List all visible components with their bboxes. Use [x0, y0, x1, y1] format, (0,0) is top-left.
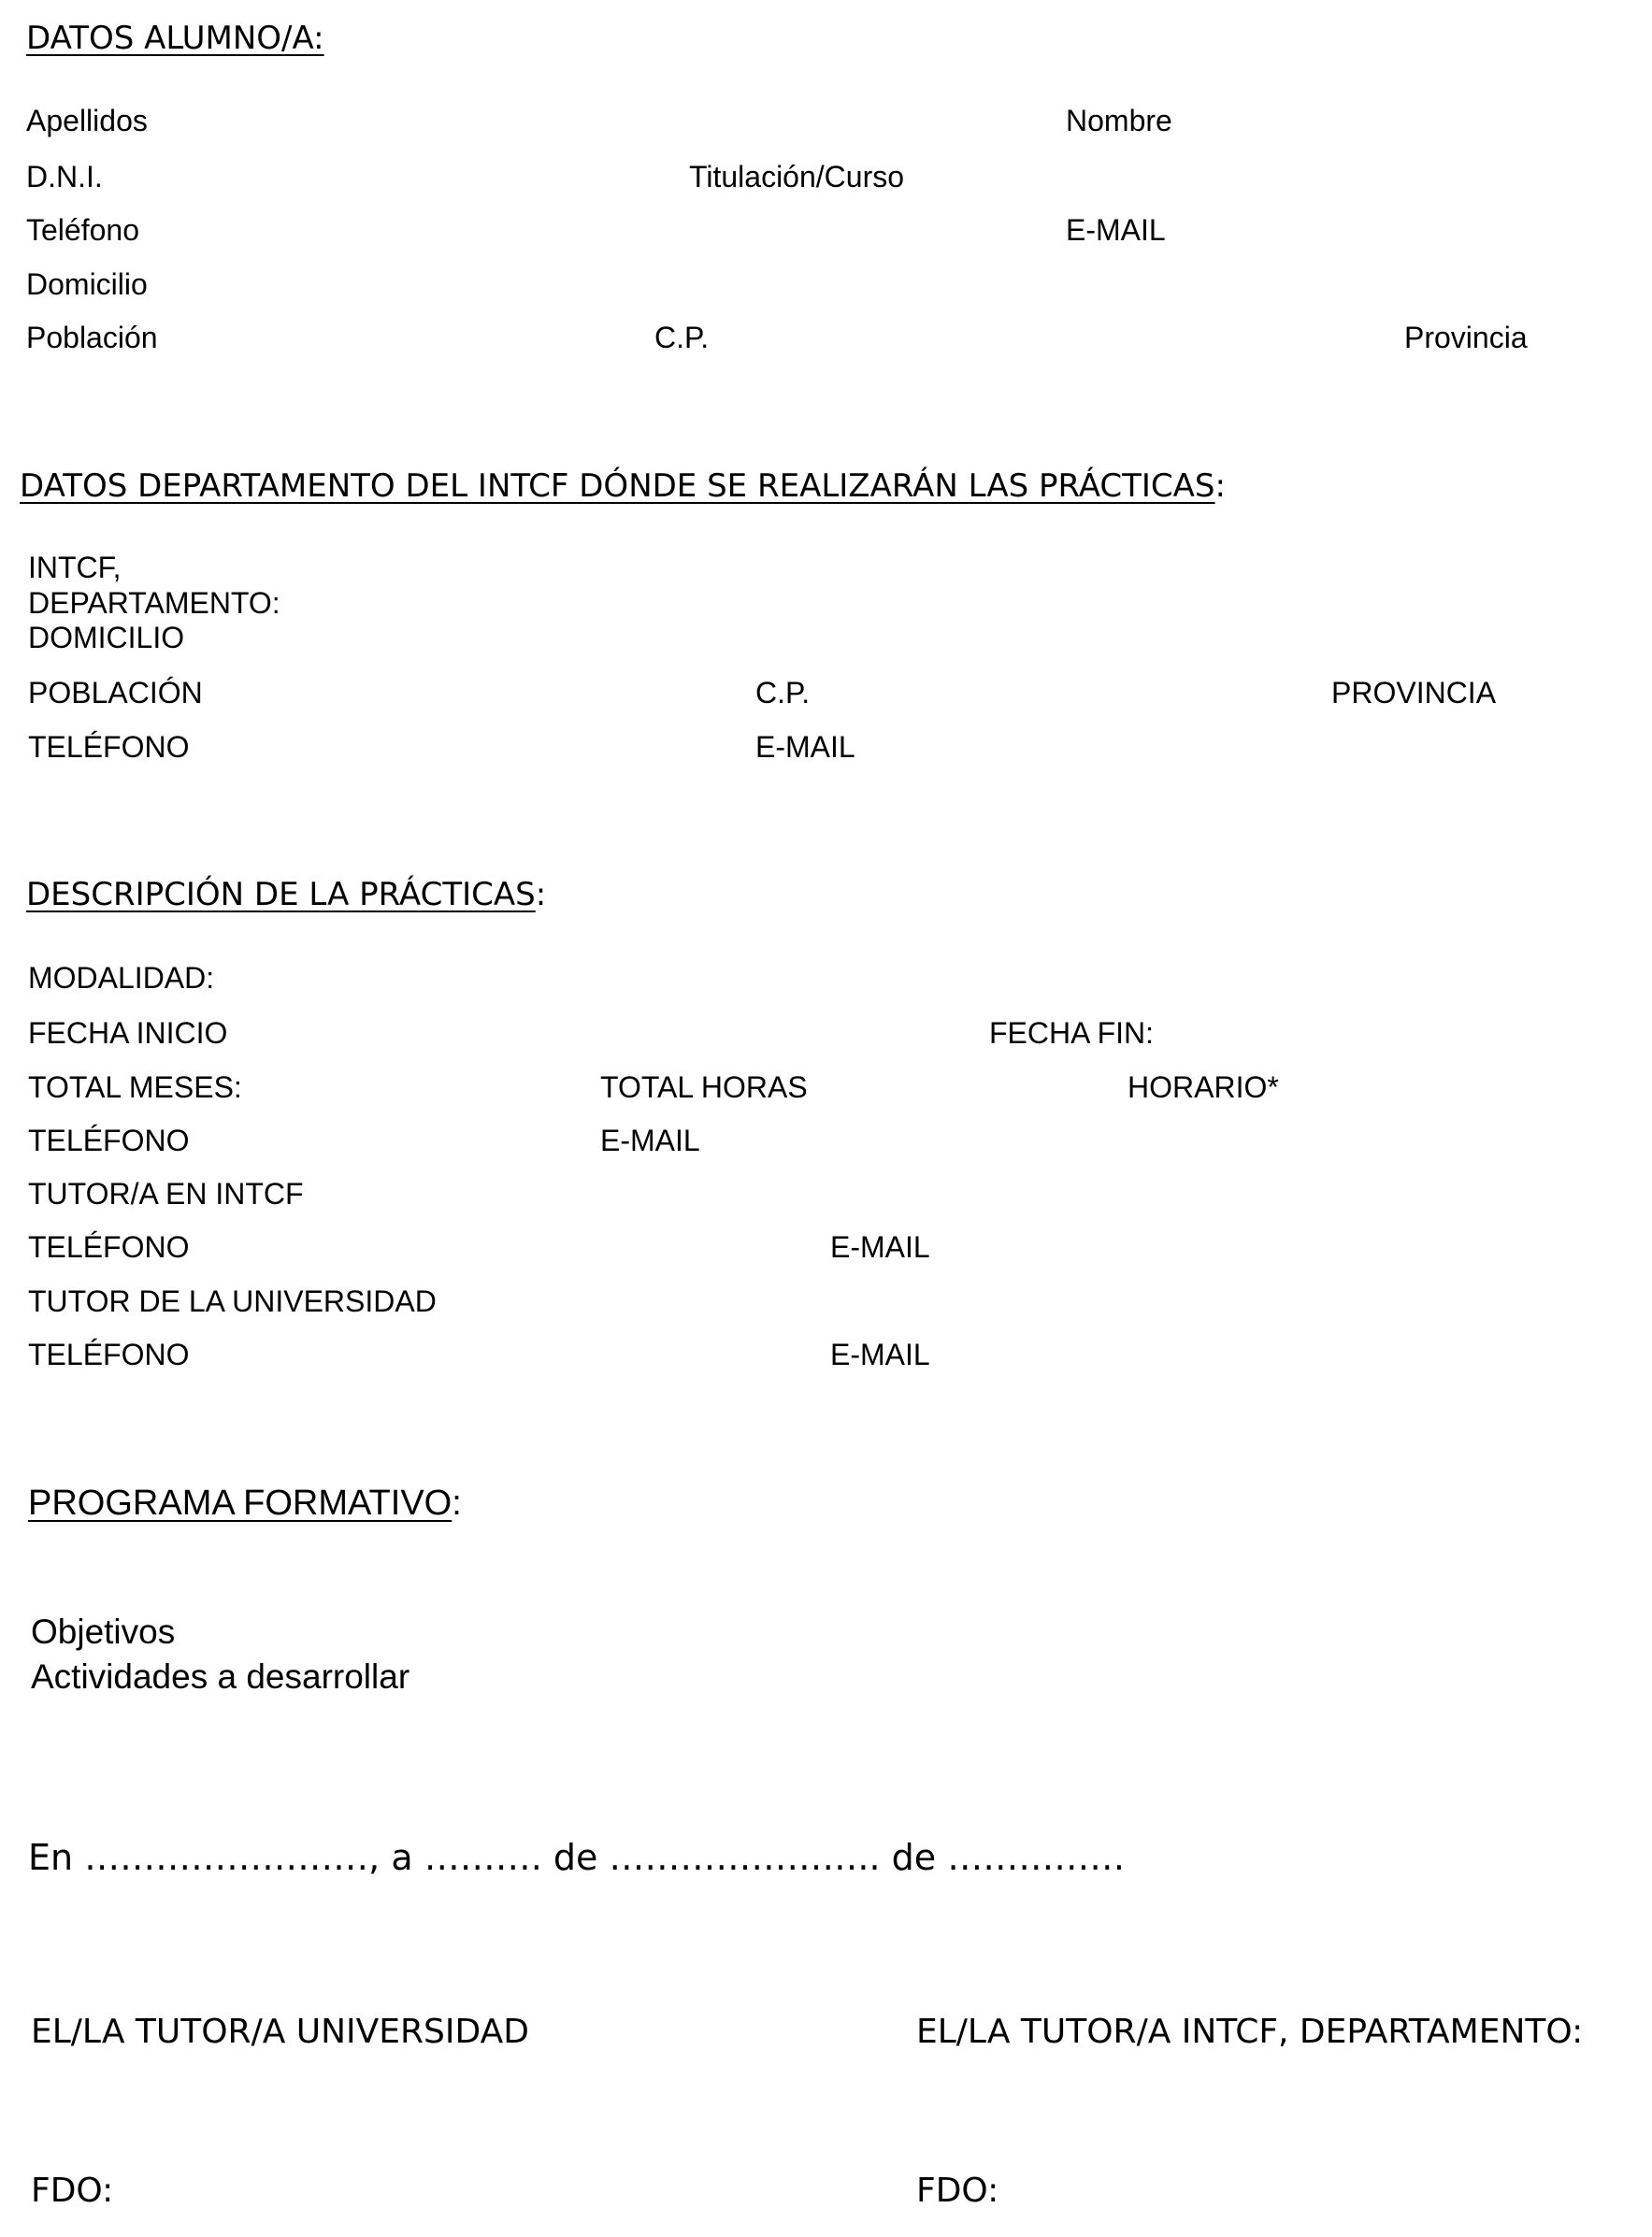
label-domicilio: Domicilio — [26, 267, 148, 301]
label-desc-email-2: E-MAIL — [830, 1230, 930, 1264]
place-date-line: En ……………………, a ………. de ………………….. de …………… — [28, 1837, 1126, 1878]
label-departamento: DEPARTAMENTO: — [28, 586, 280, 620]
label-modalidad: MODALIDAD: — [28, 961, 215, 995]
label-dep-provincia: PROVINCIA — [1331, 676, 1497, 710]
label-total-meses: TOTAL MESES: — [28, 1070, 242, 1104]
label-dep-poblacion: POBLACIÓN — [28, 676, 203, 710]
label-desc-telefono-3: TELÉFONO — [28, 1338, 190, 1371]
label-actividades: Actividades a desarrollar — [31, 1657, 410, 1696]
section-heading-programa: PROGRAMA FORMATIVO: — [28, 1484, 462, 1523]
label-dep-cp: C.P. — [755, 676, 811, 710]
signature-fdo-right: FDO: — [916, 2172, 999, 2210]
label-horario: HORARIO* — [1128, 1070, 1279, 1104]
signature-title-intcf: EL/LA TUTOR/A INTCF, DEPARTAMENTO: — [916, 2013, 1584, 2051]
label-fecha-fin: FECHA FIN: — [989, 1016, 1155, 1050]
label-provincia: Provincia — [1404, 321, 1528, 354]
label-intcf: INTCF, — [28, 551, 122, 584]
label-telefono: Teléfono — [26, 213, 139, 247]
label-nombre: Nombre — [1066, 104, 1172, 137]
label-objetivos: Objetivos — [31, 1613, 176, 1651]
label-apellidos: Apellidos — [26, 104, 148, 137]
section-heading-descripcion: DESCRIPCIÓN DE LA PRÁCTICAS: — [26, 876, 547, 913]
label-tutor-intcf: TUTOR/A EN INTCF — [28, 1177, 304, 1211]
label-desc-telefono-1: TELÉFONO — [28, 1124, 190, 1157]
signature-fdo-left: FDO: — [31, 2172, 114, 2210]
label-poblacion: Población — [26, 321, 158, 354]
label-dep-telefono: TELÉFONO — [28, 730, 190, 764]
section-heading-alumno: DATOS ALUMNO/A: — [26, 20, 324, 57]
label-titulacion: Titulación/Curso — [689, 160, 905, 194]
signature-title-university: EL/LA TUTOR/A UNIVERSIDAD — [31, 2013, 529, 2051]
label-fecha-inicio: FECHA INICIO — [28, 1016, 228, 1050]
label-desc-email-3: E-MAIL — [830, 1338, 930, 1371]
label-email: E-MAIL — [1066, 213, 1166, 247]
label-desc-email-1: E-MAIL — [600, 1124, 700, 1157]
section-heading-departamento: DATOS DEPARTAMENTO DEL INTCF DÓNDE SE REALIZARÁN LAS PRÁCTICAS: — [20, 467, 1226, 505]
label-desc-telefono-2: TELÉFONO — [28, 1230, 190, 1264]
label-dep-email: E-MAIL — [755, 730, 855, 764]
label-dni: D.N.I. — [26, 160, 103, 194]
label-total-horas: TOTAL HORAS — [600, 1070, 808, 1104]
label-dep-domicilio: DOMICILIO — [28, 621, 185, 654]
label-cp: C.P. — [654, 321, 710, 354]
label-tutor-universidad: TUTOR DE LA UNIVERSIDAD — [28, 1284, 437, 1318]
